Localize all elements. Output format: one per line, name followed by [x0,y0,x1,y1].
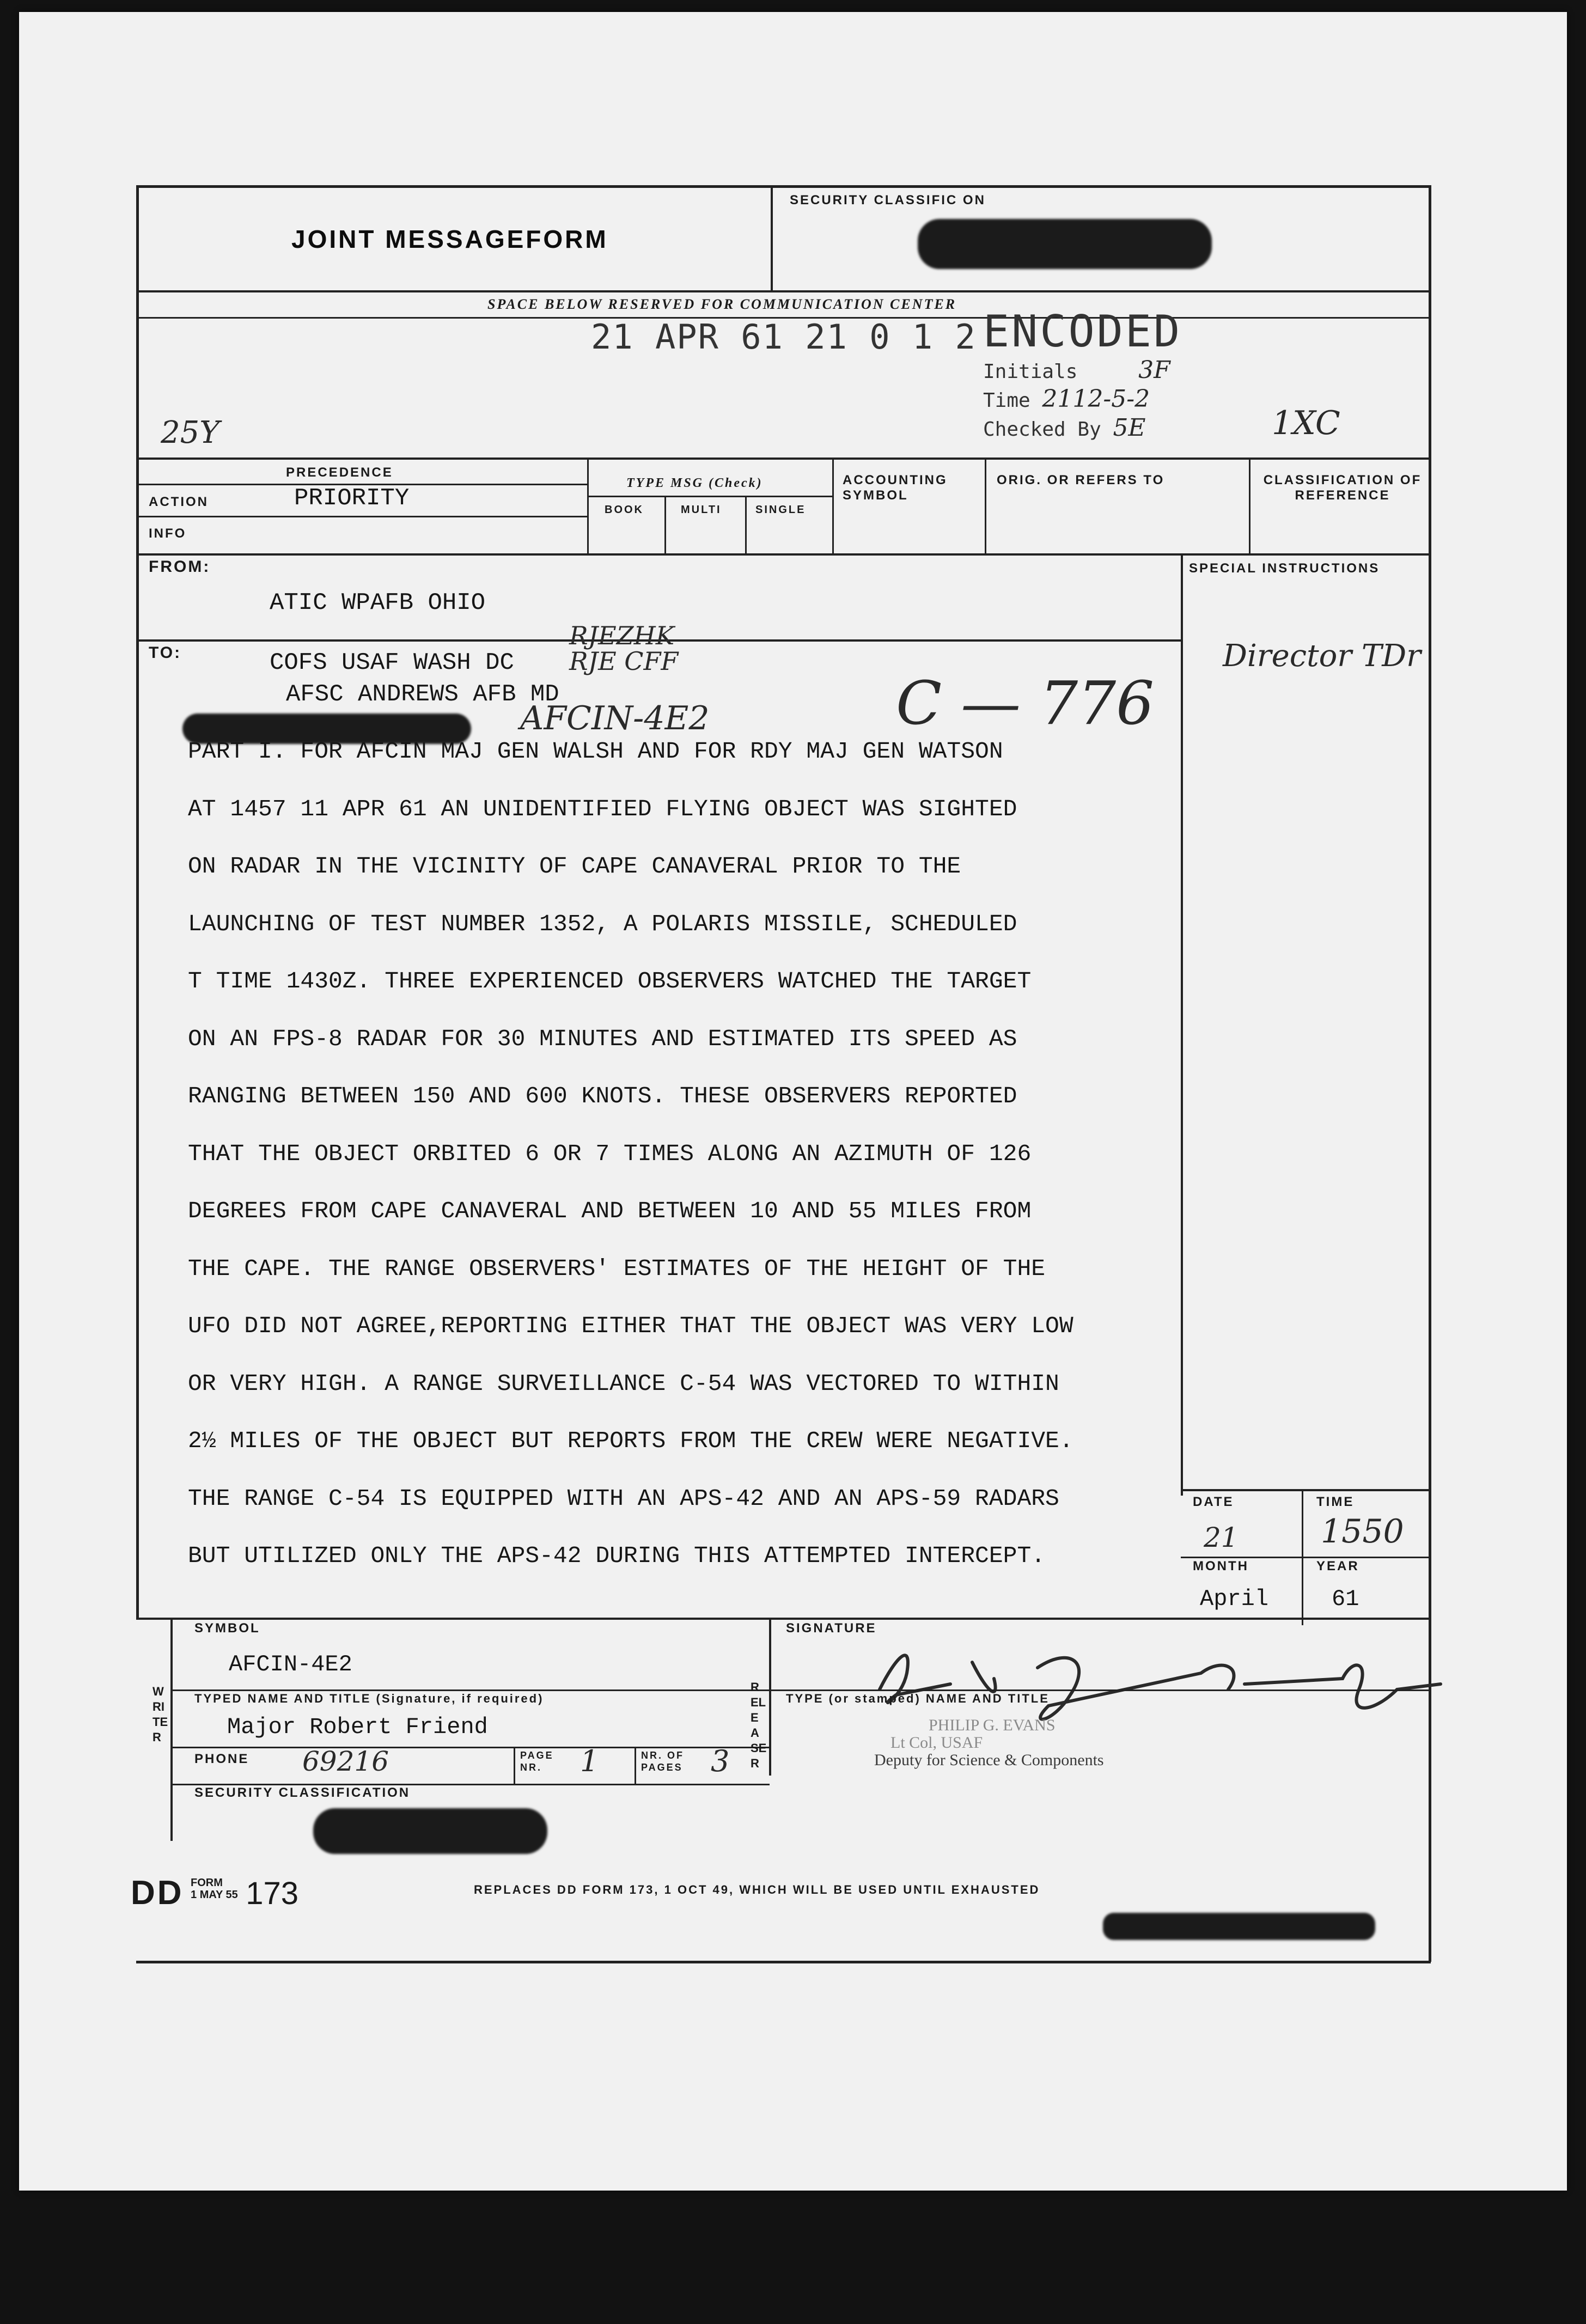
symbol-label: SYMBOL [194,1621,260,1636]
month-top-line [1181,1557,1431,1558]
info-label: INFO [149,526,187,541]
handwritten-afcin: AFCIN-4E2 [520,699,710,737]
checked-value: 5E [1113,414,1146,442]
body-line: THAT THE OBJECT ORBITED 6 OR 7 TIMES ALONG AN AZIMUTH OF 126 [188,1140,1032,1167]
body-line: T TIME 1430Z. THREE EXPERIENCED OBSERVERS WATCHED THE TARGET [188,968,1032,995]
frame-left [136,185,139,1619]
frame-top [136,185,1431,188]
special-instructions-label: SPECIAL INSTRUCTIONS [1189,561,1380,576]
initials-label: Initials [983,361,1078,383]
body-line: RANGING BETWEEN 150 AND 600 KNOTS. THESE OBSERVERS REPORTED [188,1083,1017,1109]
typed-phone-line [170,1747,770,1748]
from-label: FROM: [149,558,211,576]
encoded-stamp [983,306,1182,443]
date-top-line [1181,1489,1431,1491]
margin-mark-left: 25Y [161,415,220,450]
releaser-title: Deputy for Science & Components [874,1751,1104,1769]
time-value: 1550 [1321,1512,1404,1551]
year-value: 61 [1332,1586,1359,1612]
single-label: SINGLE [755,504,806,516]
checked-label: Checked By [983,418,1101,441]
nr-pages-value: 3 [711,1744,730,1778]
action-info-line [136,516,588,517]
to-handwritten-2: RJE CFF [569,646,679,676]
phone-label: PHONE [194,1752,249,1766]
typed-name-label: TYPED NAME AND TITLE (Signature, if required) [194,1692,544,1705]
signature-label: SIGNATURE [786,1621,877,1636]
body-line: ON AN FPS-8 RADAR FOR 30 MINUTES AND ESTIMATED ITS SPEED AS [188,1025,1017,1052]
handwritten-c776: C — 776 [896,668,1155,738]
message-body [188,723,1179,1585]
footer-dd: DD [131,1874,184,1912]
to-line-2: AFSC ANDREWS AFB MD [286,681,559,708]
multi-label: MULTI [681,504,722,516]
symbol-value: AFCIN-4E2 [229,1651,352,1678]
body-line: UFO DID NOT AGREE,REPORTING EITHER THAT THE OBJECT WAS VERY LOW [188,1313,1073,1339]
document-page [19,12,1567,2191]
redaction-security-top [918,219,1212,269]
form-title: JOINT MESSAGEFORM [291,225,608,253]
redaction-footer [1103,1913,1375,1940]
security-classification-label: SECURITY CLASSIFIC ON [790,193,986,208]
body-line: PART I. FOR AFCIN MAJ GEN WALSH AND FOR RDY MAJ GEN WATSON [188,738,1003,765]
precedence-top-line [136,458,1431,460]
releaser-side-label: RELEASER [751,1680,767,1770]
body-line: 2½ MILES OF THE OBJECT BUT REPORTS FROM THE CREW WERE NEGATIVE. [188,1428,1073,1454]
security-classification-bottom-label: SECURITY CLASSIFICATION [194,1785,411,1800]
accounting-orig-line [985,458,986,554]
month-label: MONTH [1193,1559,1249,1573]
bottom-section-line [136,1618,1431,1620]
time-value-encoded: 2112-5-2 [1042,385,1150,413]
releaser-name: PHILIP G. EVANS [929,1716,1056,1734]
year-label: YEAR [1316,1559,1359,1573]
footer-form-word: FORM [191,1877,223,1889]
from-value: ATIC WPAFB OHIO [270,589,486,617]
body-line: OR VERY HIGH. A RANGE SURVEILLANCE C-54 WAS VECTORED TO WITHIN [188,1370,1059,1397]
typed-stamped-label: TYPE (or stamped) NAME AND TITLE [786,1692,1050,1705]
redaction-security-bottom [313,1808,547,1854]
body-line: AT 1457 11 APR 61 AN UNIDENTIFIED FLYING OBJECT WAS SIGHTED [188,795,1017,822]
to-label: TO: [149,644,182,662]
header-divider [771,185,773,291]
typemsg-sub-line [587,496,832,497]
precedence-label: PRECEDENCE [286,465,393,480]
classification-ref-label: CLASSIFICATION OF REFERENCE [1263,473,1422,503]
footer-form-number: 173 [246,1876,298,1911]
footer-form-designation [131,1874,298,1912]
header-bottom-line [136,290,1431,292]
body-line: BUT UTILIZED ONLY THE APS-42 DURING THIS ATTEMPTED INTERCEPT. [188,1542,1046,1569]
comm-center-stamp: 21 APR 61 21 0 1 2 [591,317,977,357]
accounting-label: ACCOUNTING SYMBOL [843,473,948,503]
precedence-bottom-line [136,553,1431,556]
book-label: BOOK [605,504,644,516]
time-label: Time [983,389,1030,412]
footer-form-date: 1 MAY 55 [191,1889,238,1901]
reserved-label: SPACE BELOW RESERVED FOR COMMUNICATION CENTER [487,296,957,312]
writer-releaser-divider [769,1618,771,1776]
body-line: THE RANGE C-54 IS EQUIPPED WITH AN APS-42 AND AN APS-59 RADARS [188,1485,1059,1512]
footer-replaces: REPLACES DD FORM 173, 1 OCT 49, WHICH WILL BE USED UNTIL EXHAUSTED [474,1883,1040,1896]
action-label: ACTION [149,495,209,509]
encoded-title: ENCODED [983,306,1182,357]
symbol-typed-line [170,1689,770,1691]
multi-single-line [745,496,747,554]
initials-value: 3F [1138,356,1170,384]
special-handwritten: Director TDr [1223,638,1421,674]
nr-pages-label: NR. OF PAGES [641,1750,684,1773]
special-left-line [1181,553,1183,1496]
page-nr-value: 1 [580,1744,599,1778]
typemsg-left [587,458,589,554]
typed-name-value: Major Robert Friend [227,1714,488,1740]
body-line: DEGREES FROM CAPE CANAVERAL AND BETWEEN 10 AND 55 MILES FROM [188,1198,1032,1224]
single-accounting-line [832,458,834,554]
type-msg-label: TYPE MSG (Check) [626,476,763,490]
orig-class-line [1249,458,1250,554]
to-handwritten-1: RJEZHK [569,621,675,650]
book-multi-line [664,496,666,554]
date-label: DATE [1193,1495,1234,1509]
time-label: TIME [1316,1495,1355,1509]
orig-refers-label: ORIG. OR REFERS TO [997,473,1165,487]
page-nrpages-divider [635,1747,636,1785]
phone-value: 69216 [302,1746,389,1777]
body-line: THE CAPE. THE RANGE OBSERVERS' ESTIMATES OF THE HEIGHT OF THE [188,1255,1046,1282]
phone-page-divider [514,1747,515,1785]
body-line: ON RADAR IN THE VICINITY OF CAPE CANAVERAL PRIOR TO THE [188,853,961,880]
to-line-1: COFS USAF WASH DC [270,649,514,676]
releaser-rank: Lt Col, USAF [890,1734,983,1752]
bottom-left-frame [170,1618,173,1841]
month-value: April [1200,1586,1269,1612]
signature-typed-line [769,1689,1431,1691]
frame-bottom [136,1961,1431,1963]
date-value: 21 [1204,1522,1239,1553]
page-nr-label: PAGE NR. [520,1750,554,1773]
writer-side-label: WRITER [152,1685,168,1744]
action-value: PRIORITY [294,485,410,512]
margin-mark-right: 1XC [1272,404,1340,442]
body-line: LAUNCHING OF TEST NUMBER 1352, A POLARIS MISSILE, SCHEDULED [188,910,1017,937]
releaser-stamp [874,1717,1104,1769]
